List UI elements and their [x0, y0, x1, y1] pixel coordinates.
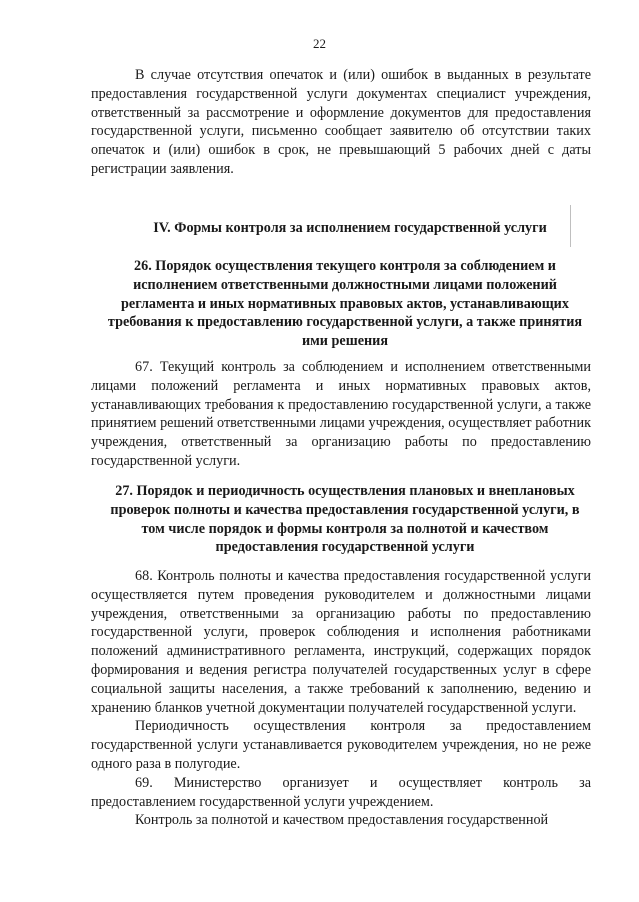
scan-artifact-line	[570, 205, 571, 247]
block-68	[91, 567, 591, 830]
intro-block	[91, 66, 591, 179]
paragraph-69: 69. Министерство организует и осуществляет контроль за предоставлением государственной услуги учреждением.	[91, 774, 591, 810]
block-67	[91, 358, 591, 471]
paragraph-67: 67. Текущий контроль за соблюдением и исполнением ответственными лицами положений регламента и иных нормативных правовых актов, устанавливающих требования к предоставлению государственной услуги, а также принятием решений ответственными лицами учреждения, осуществляет работник учреждения, ответственный за организацию работы по предоставлению государственной услуги.	[91, 359, 591, 469]
paragraph-68: 68. Контроль полноты и качества предоставления государственной услуги осуществляется путем проведения руководителем и должностными лицами учреждения, ответственными за организацию работы по предоставлению государственной услуги, проверок соблюдения и исполнения работниками положений административного регламента, инструкций, содержащих порядок формирования и ведения регистра получателей государственных услуг в сфере социальной защиты населения, а также требований к заполнению, ведению и хранению бланков учетной документации получателей государственной услуги.	[91, 568, 591, 716]
heading-26: 26. Порядок осуществления текущего контроля за соблюдением и исполнением ответственными должностными лицами положений регламента и иных нормативных правовых актов, устанавливающих требования к предоставлению государственной услуги, а также принятия ими решения	[107, 258, 583, 350]
paragraph-final: Контроль за полнотой и качеством предоставления государственной	[135, 812, 549, 829]
section-title: IV. Формы контроля за исполнением государственной услуги	[153, 220, 547, 236]
paragraph-periodicity: Периодичность осуществления контроля за предоставлением государственной услуги устанавливается руководителем учреждения, но не реже одного раза в полугодие.	[91, 718, 591, 772]
page-number: 22	[313, 36, 326, 51]
heading-27: 27. Порядок и периодичность осуществления плановых и внеплановых проверок полноты и качества предоставления государственной услуги, в том числе порядок и формы контроля за полнотой и качеством предоставления государственной услуги	[110, 483, 580, 556]
intro-paragraph: В случае отсутствия опечаток и (или) ошибок в выданных в результате предоставления государственной услуги документах специалист учреждения, ответственный за рассмотрение и оформление документов для предоставления государственной услуги, письменно сообщает заявителю об отсутствии таких опечаток и (или) ошибок в срок, не превышающий 5 рабочих дней с даты регистрации заявления.	[91, 67, 591, 177]
